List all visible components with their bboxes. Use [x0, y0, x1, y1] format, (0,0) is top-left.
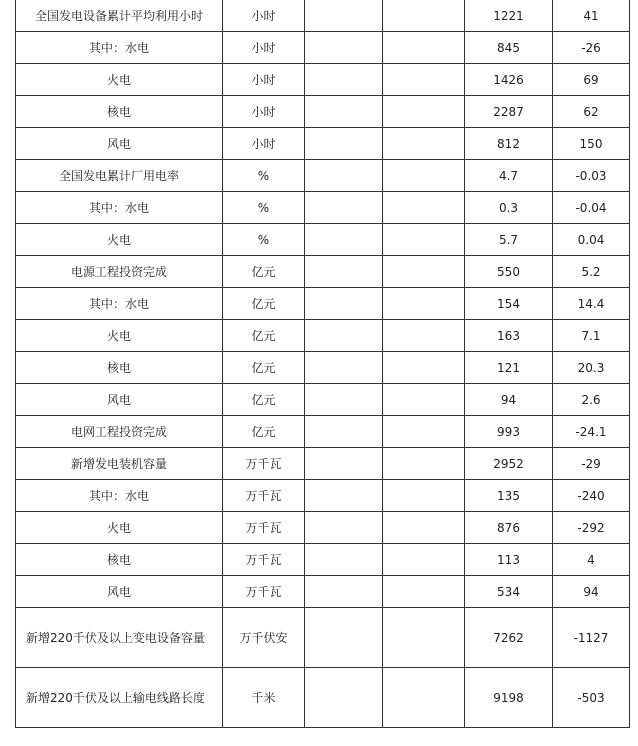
indicator-name: 其中：水电	[16, 32, 223, 64]
empty-cell	[383, 224, 465, 256]
unit-cell: 万千伏安	[223, 608, 305, 668]
value-cell: 154	[465, 288, 553, 320]
empty-cell	[305, 512, 383, 544]
empty-cell	[305, 320, 383, 352]
indicator-name: 新增220千伏及以上输电线路长度	[16, 668, 223, 728]
unit-cell: 万千瓦	[223, 576, 305, 608]
value-cell: 135	[465, 480, 553, 512]
change-cell: 5.2	[553, 256, 630, 288]
table-row	[16, 352, 630, 384]
value-cell: 113	[465, 544, 553, 576]
change-cell: -240	[553, 480, 630, 512]
indicator-name: 火电	[16, 224, 223, 256]
unit-cell: 小时	[223, 64, 305, 96]
change-cell: 2.6	[553, 384, 630, 416]
empty-cell	[383, 256, 465, 288]
table-row	[16, 320, 630, 352]
unit-cell: %	[223, 160, 305, 192]
empty-cell	[383, 192, 465, 224]
change-cell: 41	[553, 0, 630, 32]
value-cell: 876	[465, 512, 553, 544]
value-cell: 163	[465, 320, 553, 352]
table-row	[16, 160, 630, 192]
table-row	[16, 128, 630, 160]
empty-cell	[383, 544, 465, 576]
value-cell: 534	[465, 576, 553, 608]
change-cell: 94	[553, 576, 630, 608]
empty-cell	[383, 128, 465, 160]
value-cell: 4.7	[465, 160, 553, 192]
empty-cell	[305, 288, 383, 320]
unit-cell: 万千瓦	[223, 544, 305, 576]
unit-cell: 小时	[223, 96, 305, 128]
empty-cell	[383, 480, 465, 512]
table-row	[16, 608, 630, 668]
empty-cell	[383, 352, 465, 384]
change-cell: 69	[553, 64, 630, 96]
empty-cell	[305, 256, 383, 288]
value-cell: 94	[465, 384, 553, 416]
indicator-name: 核电	[16, 352, 223, 384]
table-row	[16, 544, 630, 576]
change-cell: 4	[553, 544, 630, 576]
indicator-name: 火电	[16, 512, 223, 544]
indicator-name: 其中：水电	[16, 288, 223, 320]
table-row	[16, 256, 630, 288]
empty-cell	[305, 224, 383, 256]
unit-cell: 亿元	[223, 320, 305, 352]
empty-cell	[305, 576, 383, 608]
change-cell: 150	[553, 128, 630, 160]
empty-cell	[305, 668, 383, 728]
unit-cell: %	[223, 224, 305, 256]
unit-cell: 亿元	[223, 384, 305, 416]
empty-cell	[305, 128, 383, 160]
value-cell: 812	[465, 128, 553, 160]
empty-cell	[383, 576, 465, 608]
empty-cell	[305, 0, 383, 32]
value-cell: 550	[465, 256, 553, 288]
unit-cell: 万千瓦	[223, 448, 305, 480]
value-cell: 845	[465, 32, 553, 64]
change-cell: -29	[553, 448, 630, 480]
indicator-name: 全国发电累计厂用电率	[16, 160, 223, 192]
indicator-name: 核电	[16, 96, 223, 128]
value-cell: 1426	[465, 64, 553, 96]
unit-cell: 千米	[223, 668, 305, 728]
indicator-name: 其中：水电	[16, 192, 223, 224]
indicator-name: 电网工程投资完成	[16, 416, 223, 448]
table-row	[16, 576, 630, 608]
statistics-table	[15, 0, 630, 728]
empty-cell	[383, 608, 465, 668]
empty-cell	[305, 192, 383, 224]
value-cell: 2287	[465, 96, 553, 128]
change-cell: -24.1	[553, 416, 630, 448]
empty-cell	[305, 544, 383, 576]
indicator-name: 全国发电设备累计平均利用小时	[16, 0, 223, 32]
empty-cell	[383, 512, 465, 544]
change-cell: -0.03	[553, 160, 630, 192]
unit-cell: 万千瓦	[223, 480, 305, 512]
indicator-name: 火电	[16, 64, 223, 96]
table-row	[16, 224, 630, 256]
empty-cell	[383, 288, 465, 320]
unit-cell: 小时	[223, 32, 305, 64]
value-cell: 121	[465, 352, 553, 384]
table-row	[16, 480, 630, 512]
empty-cell	[305, 416, 383, 448]
change-cell: -26	[553, 32, 630, 64]
empty-cell	[383, 448, 465, 480]
change-cell: 0.04	[553, 224, 630, 256]
value-cell: 2952	[465, 448, 553, 480]
value-cell: 1221	[465, 0, 553, 32]
value-cell: 5.7	[465, 224, 553, 256]
indicator-name: 风电	[16, 576, 223, 608]
empty-cell	[383, 416, 465, 448]
unit-cell: 亿元	[223, 256, 305, 288]
indicator-name: 核电	[16, 544, 223, 576]
unit-cell: 小时	[223, 128, 305, 160]
table-row	[16, 64, 630, 96]
indicator-name: 其中：水电	[16, 480, 223, 512]
empty-cell	[383, 320, 465, 352]
change-cell: 62	[553, 96, 630, 128]
indicator-name: 风电	[16, 384, 223, 416]
value-cell: 993	[465, 416, 553, 448]
change-cell: 7.1	[553, 320, 630, 352]
change-cell: -1127	[553, 608, 630, 668]
value-cell: 7262	[465, 608, 553, 668]
unit-cell: 小时	[223, 0, 305, 32]
table-row	[16, 192, 630, 224]
empty-cell	[383, 160, 465, 192]
change-cell: 14.4	[553, 288, 630, 320]
empty-cell	[305, 352, 383, 384]
table-row	[16, 384, 630, 416]
unit-cell: 亿元	[223, 288, 305, 320]
empty-cell	[383, 96, 465, 128]
change-cell: -292	[553, 512, 630, 544]
indicator-name: 新增发电装机容量	[16, 448, 223, 480]
table-row	[16, 448, 630, 480]
indicator-name: 新增220千伏及以上变电设备容量	[16, 608, 223, 668]
empty-cell	[305, 384, 383, 416]
table-row	[16, 416, 630, 448]
unit-cell: %	[223, 192, 305, 224]
empty-cell	[383, 64, 465, 96]
value-cell: 9198	[465, 668, 553, 728]
unit-cell: 亿元	[223, 352, 305, 384]
table-row	[16, 668, 630, 728]
empty-cell	[383, 384, 465, 416]
indicator-name: 火电	[16, 320, 223, 352]
table-row	[16, 288, 630, 320]
empty-cell	[305, 64, 383, 96]
empty-cell	[305, 448, 383, 480]
empty-cell	[305, 160, 383, 192]
empty-cell	[305, 608, 383, 668]
empty-cell	[305, 32, 383, 64]
unit-cell: 亿元	[223, 416, 305, 448]
table-row	[16, 512, 630, 544]
empty-cell	[305, 96, 383, 128]
empty-cell	[383, 32, 465, 64]
table-row	[16, 0, 630, 32]
table-row	[16, 32, 630, 64]
value-cell: 0.3	[465, 192, 553, 224]
indicator-name: 电源工程投资完成	[16, 256, 223, 288]
change-cell: 20.3	[553, 352, 630, 384]
table-row	[16, 96, 630, 128]
change-cell: -503	[553, 668, 630, 728]
empty-cell	[383, 668, 465, 728]
change-cell: -0.04	[553, 192, 630, 224]
empty-cell	[305, 480, 383, 512]
indicator-name: 风电	[16, 128, 223, 160]
empty-cell	[383, 0, 465, 32]
unit-cell: 万千瓦	[223, 512, 305, 544]
